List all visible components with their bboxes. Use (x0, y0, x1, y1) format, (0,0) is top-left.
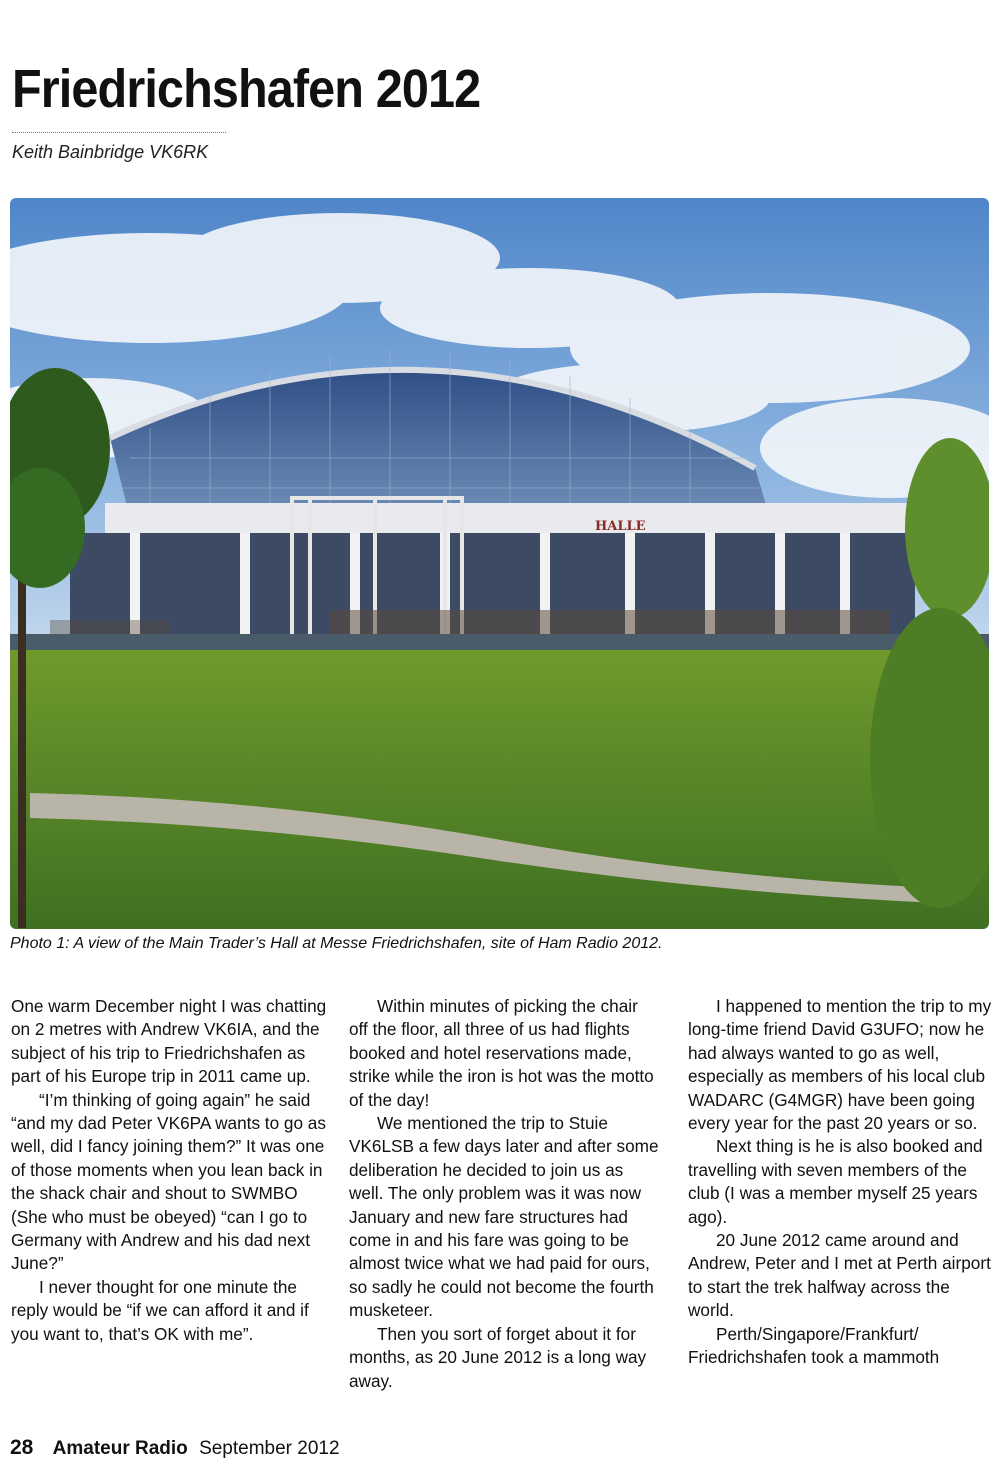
hall-lower-band (105, 503, 910, 533)
paragraph: Then you sort of forget about it for months, as 20 June 2012 is a long way away. (349, 1323, 647, 1391)
paragraph: Next thing is he is also booked and travelling with seven members of the club (I was a member myself 25 years ago). (688, 1136, 983, 1227)
text-column-1 (11, 995, 329, 1346)
article-title: Friedrichshafen 2012 (12, 59, 481, 119)
paragraph: “I’m thinking of going again” he said “and my dad Peter VK6PA wants to go as well, did I fancy joining them?” It was one of those moments when you lean back in the shack chair and shout to SWMBO (She who must be obeyed) “can I go to Germany with Andrew and his dad next June?” (11, 1089, 326, 1274)
article-photo (10, 198, 989, 929)
article-byline: Keith Bainbridge VK6RK (12, 142, 209, 162)
paragraph: Perth/Singapore/Frankfurt/ Friedrichshafen took a mammoth (688, 1323, 940, 1368)
paragraph: 20 June 2012 came around and Andrew, Peter and I met at Perth airport to start the trek halfway across the world. (688, 1230, 991, 1321)
text-column-3 (688, 995, 993, 1370)
paragraph: I happened to mention the trip to my long-time friend David G3UFO; now he had always wanted to go as well, especially as members of his local club WADARC (G4MGR) have been going every year for the past 20 years or so. (688, 996, 992, 1134)
magazine-name: Amateur Radio (52, 1438, 188, 1459)
text-column-2 (349, 995, 659, 1393)
paragraph: I never thought for one minute the reply would be “if we can afford it and if you want to, that’s OK with me”. (11, 1276, 309, 1344)
issue-date: September 2012 (199, 1438, 340, 1459)
hall-sign: HALLE (595, 519, 646, 534)
paragraph: One warm December night I was chatting on 2 metres with Andrew VK6IA, and the subject of his trip to Friedrichshafen as part of his Europe trip in 2011 came up. (11, 996, 327, 1087)
paragraph: Within minutes of picking the chair off the floor, all three of us had flights booked and hotel reservations made, strike while the iron is hot was the motto of the day! (349, 996, 654, 1110)
page-number: 28 (10, 1436, 34, 1459)
page-footer (10, 1436, 340, 1460)
title-rule (12, 132, 226, 133)
photo-caption: Photo 1: A view of the Main Trader’s Hall at Messe Friedrichshafen, site of Ham Radio 2012. (10, 935, 663, 952)
paragraph: We mentioned the trip to Stuie VK6LSB a few days later and after some deliberation he decided to join us as well. The only problem was it was now January and new fare structures had come in and his fare was going to be almost twice what we had paid for ours, so sadly he could not become the fourth musketeer. (349, 1113, 659, 1321)
